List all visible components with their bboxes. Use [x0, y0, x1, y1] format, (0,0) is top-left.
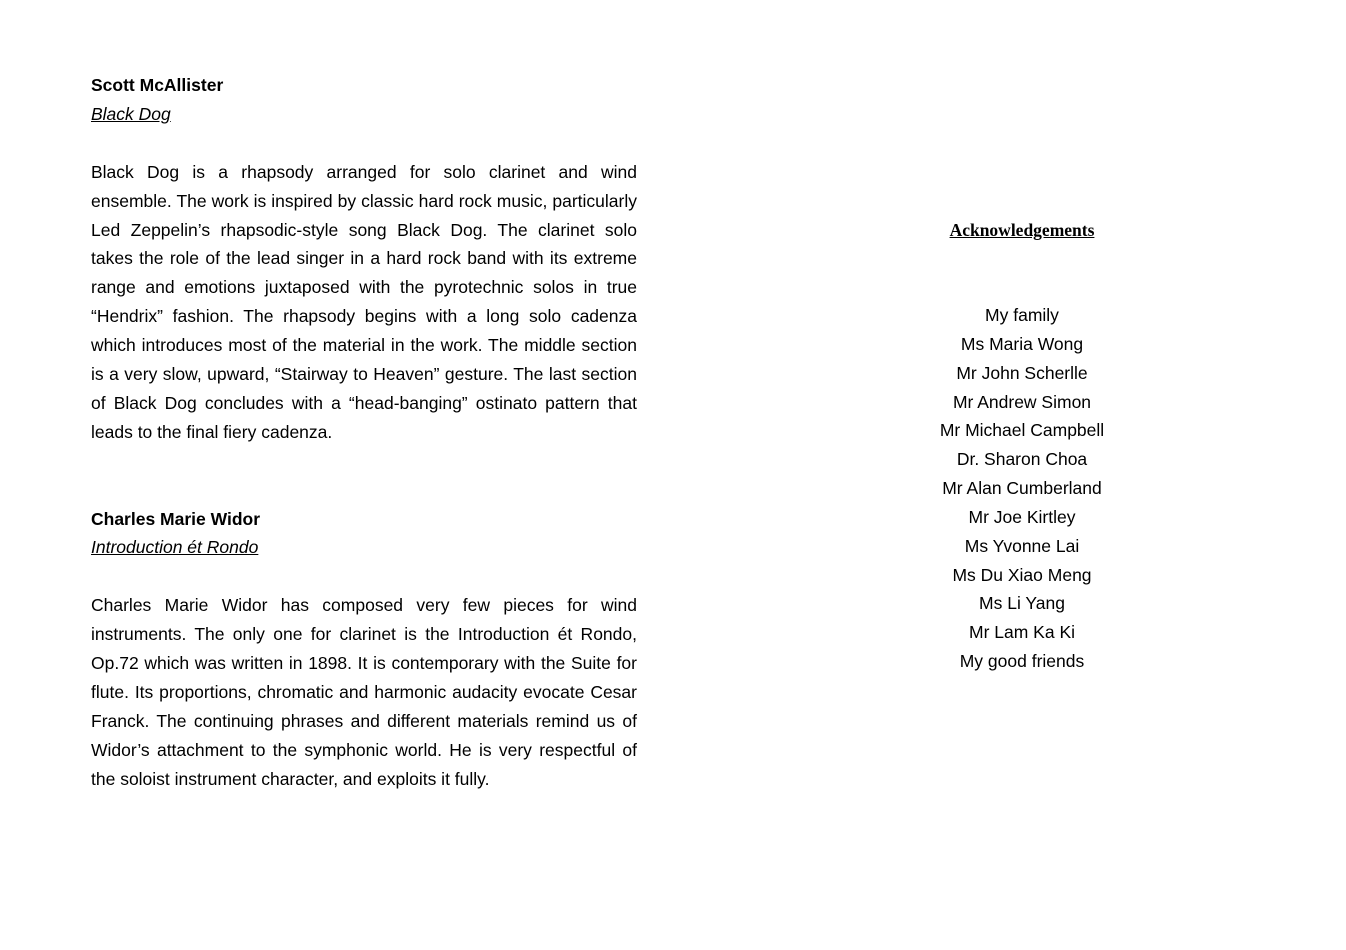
program-notes: [91, 71, 637, 794]
acknowledgement-item: Mr Lam Ka Ki: [969, 622, 1075, 643]
spacer: [91, 129, 637, 158]
acknowledgement-item: My good friends: [959, 651, 1085, 672]
acknowledgements-section: [870, 215, 1174, 676]
acknowledgement-item: Ms Maria Wong: [960, 333, 1084, 354]
acknowledgement-item: Mr Alan Cumberland: [942, 478, 1102, 499]
acknowledgement-item: Dr. Sharon Choa: [956, 449, 1088, 470]
work-description: Black Dog is a rhapsody arranged for solo clarinet and wind ensemble. The work is inspired by classic hard rock music, particularly Led Zeppelin’s rhapsodic-style song Black Dog. The clarinet solo takes the role of the lead singer in a hard rock band with its extreme range and emotions juxtaposed with the pyrotechnic solos in true “Hendrix” fashion. The rhapsody begins with a long solo cadenza which introduces most of the material in the work. The middle section is a very slow, upward, “Stairway to Heaven” gesture. The last section of Black Dog concludes with a “head-banging” ostinato pattern that leads to the final fiery cadenza.: [91, 161, 637, 442]
work-description: Charles Marie Widor has composed very few pieces for wind instruments. The only one for clarinet is the Introduction ét Rondo, Op.72 which was written in 1898. It is contemporary with the Suite for flute. Its proportions, chromatic and harmonic audacity evocate Cesar Franck. The continuing phrases and different materials remind us of Widor’s attachment to the symphonic world. He is very respectful of the soloist instrument character, and exploits it fully.: [91, 595, 637, 789]
acknowledgement-item: Ms Yvonne Lai: [964, 535, 1080, 556]
piece-black-dog: [91, 71, 637, 447]
acknowledgement-item: Ms Du Xiao Meng: [952, 564, 1092, 585]
composer-name: Charles Marie Widor: [91, 508, 261, 529]
acknowledgements-list: [870, 301, 1174, 676]
work-title: Introduction ét Rondo: [91, 537, 259, 558]
section-spacer: [91, 447, 637, 505]
acknowledgement-item: Mr John Scherlle: [956, 362, 1088, 383]
acknowledgement-item: Ms Li Yang: [979, 593, 1065, 614]
spacer: [91, 562, 637, 591]
composer-name: Scott McAllister: [91, 75, 224, 95]
acknowledgement-item: My family: [985, 305, 1059, 325]
work-title: Black Dog: [91, 103, 171, 124]
piece-introduction-et-rondo: [91, 505, 637, 794]
acknowledgement-item: Mr Michael Campbell: [939, 420, 1105, 441]
acknowledgements-heading: Acknowledgements: [949, 220, 1095, 240]
acknowledgement-item: Mr Andrew Simon: [952, 391, 1092, 412]
acknowledgement-item: Mr Joe Kirtley: [968, 506, 1076, 527]
